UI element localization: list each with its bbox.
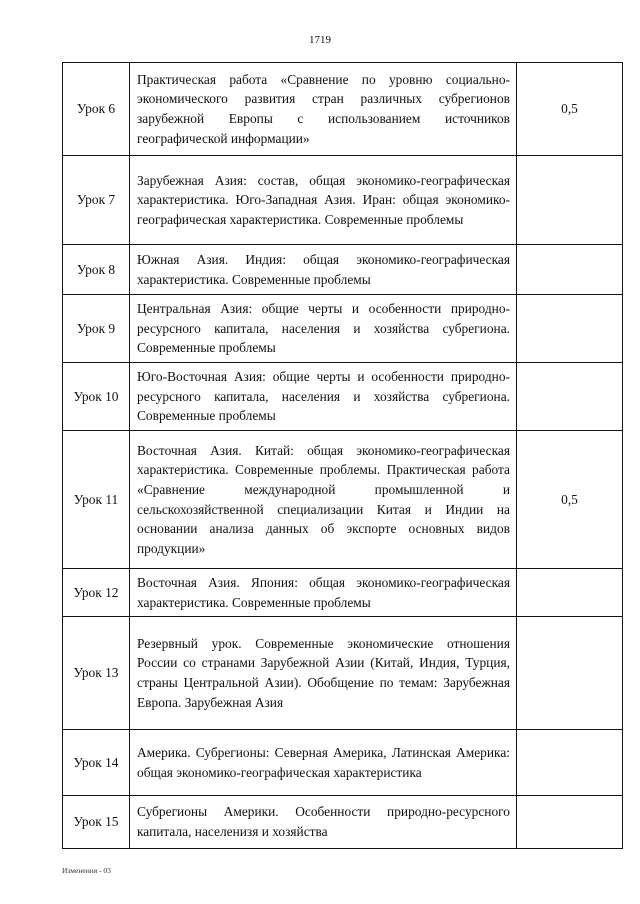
- table-row: [63, 363, 623, 431]
- lesson-score: [517, 569, 623, 617]
- table-row: [63, 796, 623, 849]
- lesson-number: Урок 15: [63, 796, 130, 849]
- lesson-number: Урок 6: [63, 63, 130, 156]
- table-row: [63, 617, 623, 730]
- lesson-score: [517, 617, 623, 730]
- table-row: [63, 295, 623, 363]
- lesson-description: Практическая работа «Сравнение по уровню социально-экономического развития стран различных субрегионов зарубежной Европы с использованием источников географической информации»: [130, 63, 517, 156]
- lesson-description: Субрегионы Америки. Особенности природно-ресурсного капитала, населенизя и хозяйства: [130, 796, 517, 849]
- lesson-score: 0,5: [517, 431, 623, 569]
- table-row: [63, 569, 623, 617]
- lesson-description: Южная Азия. Индия: общая экономико-географическая характеристика. Современные проблемы: [130, 245, 517, 295]
- lesson-number: Урок 14: [63, 730, 130, 796]
- revision-note: Изменения - 03: [62, 866, 111, 875]
- table-row: [63, 156, 623, 245]
- lesson-description: Резервный урок. Современные экономические отношения России со странами Зарубежной Азии (Китай, Индия, Турция, страны Центральной Азии). Обобщение по темам: Зарубежная Европа. Зарубежная Азия: [130, 617, 517, 730]
- lesson-number: Урок 10: [63, 363, 130, 431]
- lesson-number: Урок 7: [63, 156, 130, 245]
- table-row: [63, 245, 623, 295]
- page-number: 1719: [309, 34, 331, 46]
- table-row: [63, 63, 623, 156]
- lesson-score: [517, 156, 623, 245]
- lesson-score: 0,5: [517, 63, 623, 156]
- lesson-score: [517, 796, 623, 849]
- lesson-description: Центральная Азия: общие черты и особенности природно-ресурсного капитала, населения и хозяйства субрегиона. Современные проблемы: [130, 295, 517, 363]
- lesson-description: Америка. Субрегионы: Северная Америка, Латинская Америка: общая экономико-географическая характеристика: [130, 730, 517, 796]
- lesson-number: Урок 8: [63, 245, 130, 295]
- lesson-number: Урок 9: [63, 295, 130, 363]
- lesson-number: Урок 11: [63, 431, 130, 569]
- lesson-table: [62, 62, 623, 849]
- table-row: [63, 431, 623, 569]
- lesson-number: Урок 13: [63, 617, 130, 730]
- lesson-score: [517, 363, 623, 431]
- lesson-description: Восточная Азия. Китай: общая экономико-географическая характеристика. Современные проблемы. Практическая работа «Сравнение международной промышленной и сельскохозяйственной специализации Китая и Индии на основании анализа данных об экспорте основных видов продукции»: [130, 431, 517, 569]
- lesson-description: Зарубежная Азия: состав, общая экономико-географическая характеристика. Юго-Западная Азия. Иран: общая экономико-географическая характеристика. Современные проблемы: [130, 156, 517, 245]
- lesson-score: [517, 295, 623, 363]
- lesson-number: Урок 12: [63, 569, 130, 617]
- lesson-score: [517, 730, 623, 796]
- table-row: [63, 730, 623, 796]
- lesson-description: Юго-Восточная Азия: общие черты и особенности природно-ресурсного капитала, населения и хозяйства субрегиона. Современные проблемы: [130, 363, 517, 431]
- lesson-score: [517, 245, 623, 295]
- lesson-description: Восточная Азия. Япония: общая экономико-географическая характеристика. Современные проблемы: [130, 569, 517, 617]
